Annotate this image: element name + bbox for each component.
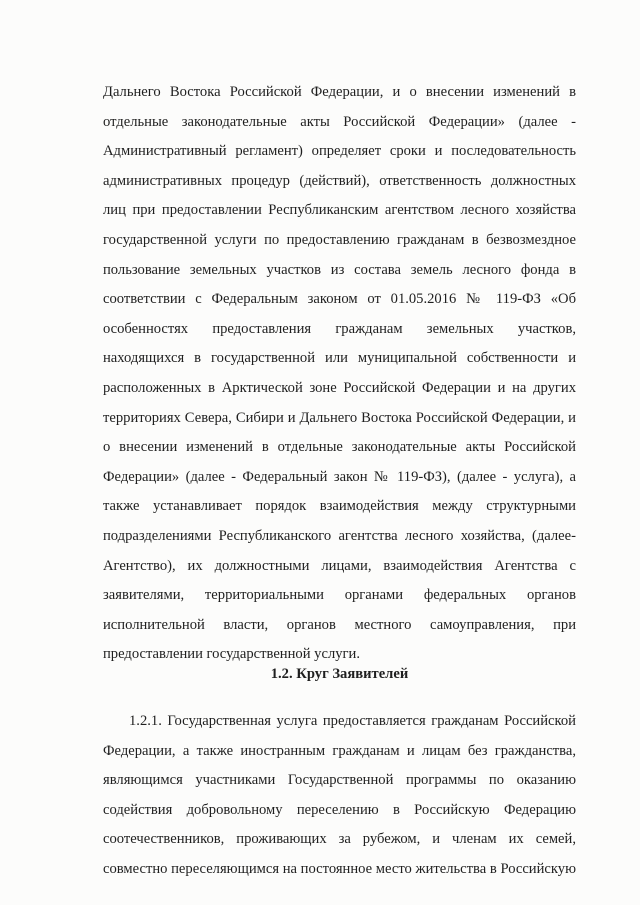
text-line: административных процедур (действий), ответственность должностных (103, 172, 576, 189)
text-line: содействия добровольному переселению в Российскую Федерацию (103, 801, 576, 818)
text-line: 1.2.1. Государственная услуга предоставляется гражданам Российской (129, 713, 576, 729)
paragraph-section-1-2-1 (103, 707, 576, 885)
text-line: лиц при предоставлении Республиканским агентством лесного хозяйства (103, 202, 576, 219)
text-line: пользование земельных участков из состава земель лесного фонда в (103, 261, 576, 278)
text-line: также устанавливает порядок взаимодействия между структурными (103, 498, 576, 515)
text-line: Федерации» (далее - Федеральный закон № 119-ФЗ), (далее - услуга), а (103, 468, 576, 485)
text-line: особенностях предоставления гражданам земельных участков, (103, 320, 576, 337)
text-line: Агентство), их должностными лицами, взаимодействия Агентства с (103, 557, 576, 574)
paragraph-intro-continuation (103, 78, 576, 670)
text-line: отдельные законодательные акты Российской Федерации» (далее - (103, 113, 576, 130)
text-line: расположенных в Арктической зоне Российской Федерации и на других (103, 379, 576, 396)
text-line: Дальнего Востока Российской Федерации, и о внесении изменений в (103, 84, 576, 100)
text-line: Федерации, а также иностранным гражданам и лицам без гражданства, (103, 742, 576, 759)
section-heading: 1.2. Круг Заявителей (270, 666, 409, 682)
text-line: соотечественников, проживающих за рубежом, и членам их семей, (103, 831, 576, 848)
text-line: Административный регламент) определяет сроки и последовательность (103, 143, 576, 160)
text-line: исполнительной власти, органов местного самоуправления, при (103, 616, 576, 633)
text-line: о внесении изменений в отдельные законодательные акты Российской (103, 439, 576, 456)
text-line: государственной услуги по предоставлению гражданам в безвозмездное (103, 231, 576, 248)
text-line: совместно переселяющимся на постоянное место жительства в Российскую (103, 860, 576, 877)
text-line: территориях Севера, Сибири и Дальнего Востока Российской Федерации, и (103, 409, 576, 426)
text-line: являющимся участниками Государственной программы по оказанию (103, 772, 576, 789)
text-line: предоставлении государственной услуги. (103, 646, 360, 663)
text-line: заявителями, территориальными органами федеральных органов (103, 587, 576, 604)
text-line: находящихся в государственной или муниципальной собственности и (103, 350, 576, 367)
text-line: подразделениями Республиканского агентства лесного хозяйства, (далее- (103, 527, 576, 544)
text-line: соответствии с Федеральным законом от 01.05.2016 № 119-ФЗ «Об (103, 291, 576, 308)
